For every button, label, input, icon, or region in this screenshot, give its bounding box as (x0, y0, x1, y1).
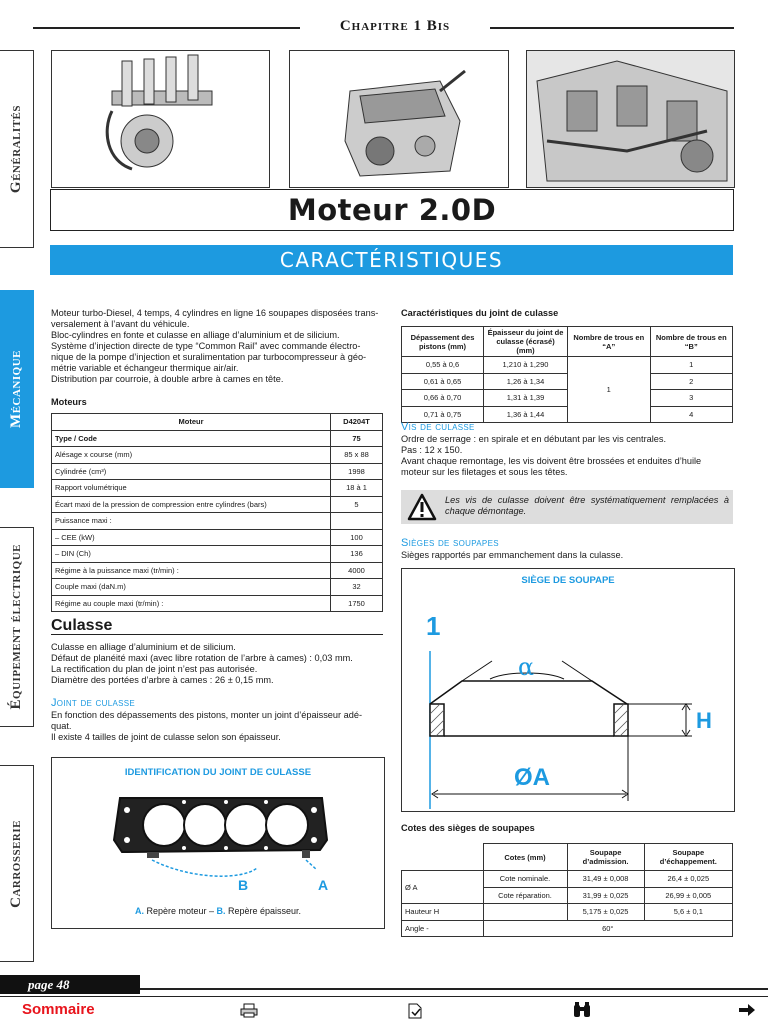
intro-line: métrie variable et échangeur thermique air/air. (51, 363, 239, 373)
table-cell: Rapport volumétrique (52, 480, 331, 497)
head-gasket-drawing (52, 780, 384, 900)
tab-label: Généralités (8, 104, 24, 194)
table-header (402, 844, 484, 871)
footer-rule-thin (0, 996, 768, 997)
tab-generalites[interactable] (0, 50, 34, 248)
footer-rule (140, 988, 768, 990)
table-cell: 85 x 88 (331, 447, 383, 464)
tab-label: Carrosserie (8, 819, 24, 908)
table-cell: 1 (650, 357, 733, 374)
header-rule-right (490, 27, 734, 29)
table-cell: Régime au couple maxi (tr/min) : (52, 595, 331, 612)
text-line: Défaut de planéité maxi (avec libre rotation de l’arbre à cames) : 0,03 mm. (51, 653, 353, 663)
culasse-paragraph (51, 642, 383, 686)
sieges-text: Sièges rapportés par emmanchement dans la culasse. (401, 550, 624, 560)
figure-title: IDENTIFICATION DU JOINT DE CULASSE (124, 767, 312, 778)
siege-figure (401, 568, 735, 812)
table-cell: 100 (331, 529, 383, 546)
table-cell: 5 (331, 496, 383, 513)
figure-caption (52, 906, 384, 916)
text-line: quat. (51, 721, 72, 731)
culasse-rule (51, 634, 383, 635)
vis-paragraph (401, 434, 733, 478)
text-line: En fonction des dépassements des pistons, monter un joint d’épaisseur adé- (51, 710, 363, 720)
table-cell (483, 904, 567, 921)
intro-line: versalement à l’avant du véhicule. (51, 319, 190, 329)
intro-line: Système d’injection directe de type “Common Rail” avec commande électro- (51, 341, 361, 351)
tab-label: Mécanique (8, 350, 24, 428)
page-number: page 48 (0, 975, 140, 994)
intro-line: Moteur turbo-Diesel, 4 temps, 4 cylindres en ligne 16 soupapes disposées trans- (51, 308, 379, 318)
table-row (52, 562, 383, 579)
table-row (52, 529, 383, 546)
culasse-heading: Culasse (51, 617, 113, 634)
tab-label: Équipement électrique (8, 544, 24, 710)
table-cell: Type / Code (52, 430, 331, 447)
table-cell: 1,26 à 1,34 (484, 373, 568, 390)
tab-equipement-electrique[interactable] (0, 527, 34, 727)
table-cell: 1,210 à 1,290 (484, 357, 568, 374)
vis-heading: Vis de culasse (401, 421, 475, 433)
table-header: Moteur (52, 414, 331, 431)
valve-seat-drawing (402, 589, 734, 809)
binoculars-icon[interactable] (572, 1002, 592, 1018)
table-cell: 26,99 ± 0,005 (644, 887, 732, 904)
joint-figure (51, 757, 385, 929)
header-rule-left (33, 27, 300, 29)
text-line: Diamètre des portées d’arbre à cames : 26 ± 0,15 mm. (51, 675, 274, 685)
joint-table-heading: Caractéristiques du joint de culasse (401, 308, 559, 318)
table-cell: 75 (331, 430, 383, 447)
text-line: La rectification du plan de joint n’est pas autorisée. (51, 664, 258, 674)
text-line: Pas : 12 x 150. (401, 445, 463, 455)
table-cell: 0,55 à 0,6 (402, 357, 484, 374)
table-cell: 31,49 ± 0,008 (567, 871, 644, 888)
table-cell: 0,61 à 0,65 (402, 373, 484, 390)
table-header: D4204T (331, 414, 383, 431)
table-header: Soupape d’admission. (567, 844, 644, 871)
table-cell: 5,175 ± 0,025 (567, 904, 644, 921)
table-cell: Couple maxi (daN.m) (52, 579, 331, 596)
intro-line: nique de la pompe d’injection et suralimentation par turbocompresseur à géo- (51, 352, 367, 362)
table-cell: Cylindrée (cm³) (52, 463, 331, 480)
table-cell: 31,99 ± 0,025 (567, 887, 644, 904)
table-row (52, 513, 383, 530)
table-cell: Ø A (402, 871, 484, 904)
engine-injectors-photo (51, 50, 270, 188)
table-cell: 1750 (331, 595, 383, 612)
text-line: Avant chaque remontage, les vis doivent être brossées et enduites d’huile (401, 456, 702, 466)
seat-label-1: 1 (426, 611, 441, 641)
caption-text: Repère épaisseur. (225, 906, 302, 916)
table-cell: Angle - (402, 920, 484, 937)
chapter-title: Chapitre 1 Bis (339, 18, 451, 34)
section-banner: CARACTÉRISTIQUES (50, 245, 733, 275)
intro-line: Bloc-cylindres en fonte et culasse en alliage d’aluminium et de silicium. (51, 330, 340, 340)
next-page-arrow-icon[interactable] (738, 1003, 756, 1017)
cotes-table (401, 843, 733, 937)
table-cell: 60° (483, 920, 733, 937)
warning-icon (407, 493, 437, 521)
table-cell: 1 (568, 357, 651, 423)
seat-label-alpha: α (518, 653, 535, 681)
tab-carrosserie[interactable] (0, 765, 34, 962)
table-header: Nombre de trous en “A” (568, 327, 651, 357)
table-cell: Cote nominale. (483, 871, 567, 888)
table-cell: Alésage x course (mm) (52, 447, 331, 464)
table-row (52, 595, 383, 612)
table-cell: 3 (650, 390, 733, 407)
moteurs-table (51, 413, 383, 612)
text-line: moteur sur les filetages et sous les têtes. (401, 467, 568, 477)
table-cell: – DIN (Ch) (52, 546, 331, 563)
print-icon[interactable] (240, 1003, 258, 1018)
caption-letter-a: A. (134, 906, 144, 916)
gasket-label-b: B (238, 877, 249, 893)
engine-detail-photo (526, 50, 735, 188)
table-cell: Hauteur H (402, 904, 484, 921)
caption-text: Repère moteur – (143, 906, 217, 916)
text-line: Il existe 4 tailles de joint de culasse selon son épaisseur. (51, 732, 281, 742)
table-row (52, 447, 383, 464)
table-cell: 5,6 ± 0,1 (644, 904, 732, 921)
table-cell: 0,66 à 0,70 (402, 390, 484, 407)
table-row (402, 357, 733, 374)
table-cell: 1,31 à 1,39 (484, 390, 568, 407)
table-cell: 136 (331, 546, 383, 563)
warning-note (401, 490, 733, 524)
table-header: Épaisseur du joint de culasse (écrasé) (mm) (484, 327, 568, 357)
moteurs-heading: Moteurs (51, 397, 87, 407)
table-cell: – CEE (kW) (52, 529, 331, 546)
warning-text: Les vis de culasse doivent être systématiquement remplacées à chaque démontage. (445, 495, 729, 516)
caption-letter-b: B. (216, 906, 226, 916)
table-row (52, 579, 383, 596)
cotes-heading: Cotes des sièges de soupapes (401, 823, 535, 833)
table-cell: Puissance maxi : (52, 513, 331, 530)
table-cell: 2 (650, 373, 733, 390)
table-cell: 4 (650, 406, 733, 423)
joint-characteristics-table (401, 326, 733, 423)
table-row (52, 546, 383, 563)
text-line: Culasse en alliage d’aluminium et de silicium. (51, 642, 236, 652)
table-row (402, 373, 733, 390)
table-header: Nombre de trous en “B” (650, 327, 733, 357)
page-title: Moteur 2.0D (50, 189, 734, 231)
table-row (402, 871, 733, 888)
engine-block-photo (289, 50, 509, 188)
table-cell: 26,4 ± 0,025 (644, 871, 732, 888)
sommaire-link[interactable]: Sommaire (22, 1001, 95, 1018)
table-header: Soupape d’échappement. (644, 844, 732, 871)
table-row (402, 390, 733, 407)
intro-line: Distribution par courroie, à double arbre à cames en tête. (51, 374, 284, 384)
table-header: Dépassement des pistons (mm) (402, 327, 484, 357)
document-icon[interactable] (407, 1003, 423, 1019)
gasket-label-a: A (318, 877, 329, 893)
seat-label-h: H (696, 708, 712, 733)
table-cell: 0,71 à 0,75 (402, 406, 484, 423)
figure-title: SIÈGE DE SOUPAPE (521, 575, 615, 586)
table-row (52, 496, 383, 513)
tab-mecanique[interactable] (0, 290, 34, 488)
table-cell: 32 (331, 579, 383, 596)
joint-heading: Joint de culasse (51, 697, 135, 709)
joint-paragraph (51, 710, 383, 743)
table-row (52, 463, 383, 480)
table-row (402, 904, 733, 921)
table-cell: Cote réparation. (483, 887, 567, 904)
table-cell: 18 à 1 (331, 480, 383, 497)
table-cell: Écart maxi de la pression de compression entre cylindres (bars) (52, 496, 331, 513)
table-cell: Régime à la puissance maxi (tr/min) : (52, 562, 331, 579)
table-cell (331, 513, 383, 530)
table-row (52, 480, 383, 497)
intro-paragraph (51, 308, 383, 385)
table-cell: 4000 (331, 562, 383, 579)
seat-label-diameter: ØA (514, 764, 550, 791)
table-cell: 1998 (331, 463, 383, 480)
table-row (402, 920, 733, 937)
text-line: Ordre de serrage : en spirale et en débutant par les vis centrales. (401, 434, 667, 444)
table-cell: 1,36 à 1,44 (484, 406, 568, 423)
table-header: Cotes (mm) (483, 844, 567, 871)
sieges-heading: Sièges de soupapes (401, 537, 499, 549)
table-row (52, 430, 383, 447)
